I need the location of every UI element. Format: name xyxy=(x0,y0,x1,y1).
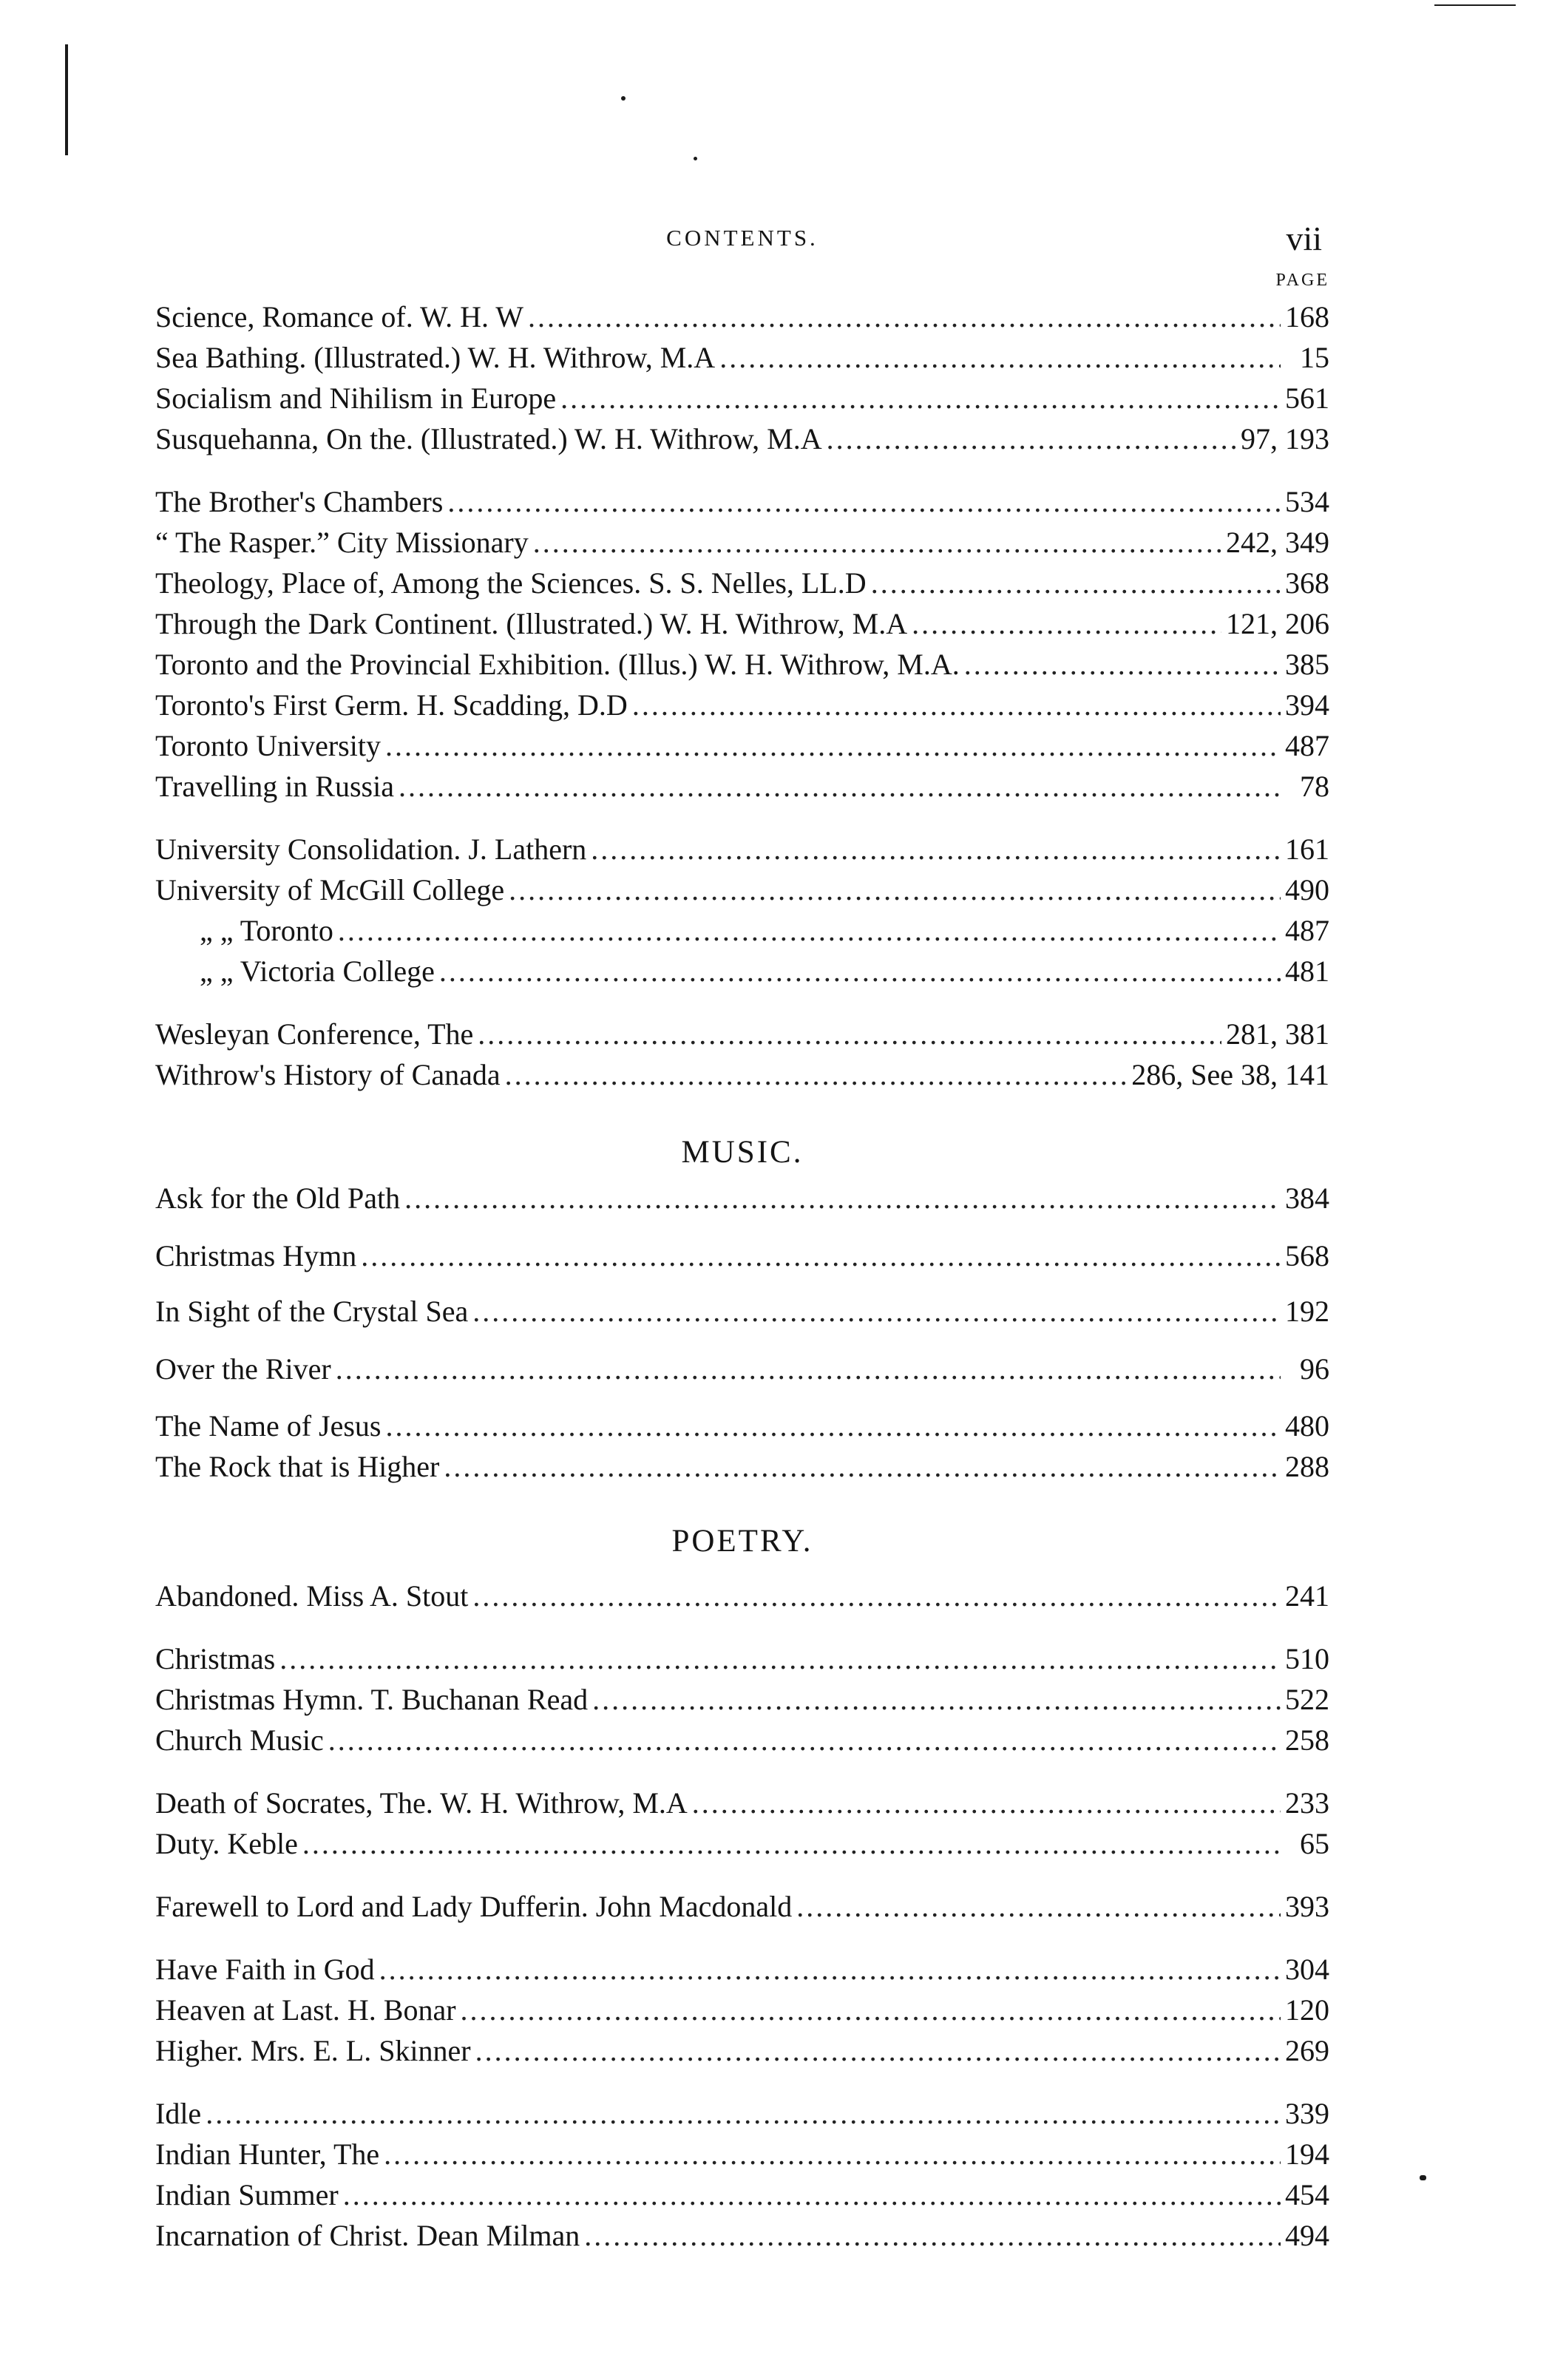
ink-speck xyxy=(694,157,697,160)
contents-entry xyxy=(155,1641,1329,1683)
entry-page: 233 xyxy=(1285,1786,1329,1820)
section-heading-music: MUSIC. xyxy=(681,1135,804,1170)
entry-title: University of McGill College xyxy=(155,873,505,906)
entry-title: Christmas xyxy=(155,1642,276,1675)
contents-entry xyxy=(155,954,1329,995)
contents-entry xyxy=(155,1826,1329,1868)
contents-entry xyxy=(155,1017,1329,1058)
entry-title: Higher. Mrs. E. L. Skinner xyxy=(155,2034,471,2067)
contents-entry xyxy=(155,1294,1329,1335)
entry-page: 288 xyxy=(1285,1450,1329,1483)
leader-dots xyxy=(461,1993,1281,2027)
leader-dots xyxy=(343,2177,1281,2212)
contents-entry xyxy=(155,872,1329,914)
leader-dots xyxy=(206,2096,1281,2131)
entry-title: Science, Romance of. W. H. W xyxy=(155,300,524,333)
entry-title: In Sight of the Crystal Sea xyxy=(155,1295,469,1328)
entry-title: Have Faith in God xyxy=(155,1953,375,1986)
leader-dots xyxy=(560,381,1281,416)
entry-title: Toronto and the Provincial Exhibition. (Illus.) W. H. Withrow, M.A. xyxy=(155,648,960,681)
leader-dots xyxy=(632,688,1281,722)
leader-dots xyxy=(912,606,1221,641)
entry-title: The Name of Jesus xyxy=(155,1409,382,1442)
entry-title: Christmas Hymn. T. Buchanan Read xyxy=(155,1683,589,1716)
leader-dots xyxy=(475,2033,1281,2068)
entry-page: 393 xyxy=(1285,1890,1329,1923)
top-edge-mark xyxy=(1434,4,1516,6)
leader-dots xyxy=(336,1352,1281,1386)
entry-page: 269 xyxy=(1285,2034,1329,2067)
entry-page: 242, 349 xyxy=(1226,526,1329,559)
leader-dots xyxy=(302,1826,1281,1861)
entry-page: 394 xyxy=(1285,688,1329,722)
entry-title: Toronto's First Germ. H. Scadding, D.D xyxy=(155,688,628,722)
leader-dots xyxy=(591,832,1281,867)
entry-page: 487 xyxy=(1285,914,1329,947)
contents-entry xyxy=(155,1682,1329,1723)
page-header xyxy=(155,219,1329,263)
entry-page: 168 xyxy=(1285,300,1329,333)
leader-dots xyxy=(472,1294,1281,1329)
leader-dots xyxy=(472,1579,1281,1613)
contents-entry xyxy=(155,566,1329,607)
contents-entry xyxy=(155,1057,1329,1099)
entry-page: 96 xyxy=(1300,1352,1329,1386)
contents-entry xyxy=(155,832,1329,873)
leader-dots xyxy=(692,1786,1281,1820)
entry-page: 568 xyxy=(1285,1239,1329,1272)
contents-entry xyxy=(155,299,1329,341)
entry-title: „ „ Toronto xyxy=(200,914,333,947)
entry-title: Heaven at Last. H. Bonar xyxy=(155,1993,456,2027)
contents-entry xyxy=(155,2218,1329,2259)
leader-dots xyxy=(584,2218,1281,2253)
entry-page: 487 xyxy=(1285,729,1329,762)
contents-entry xyxy=(155,484,1329,526)
contents-entry xyxy=(155,1408,1329,1450)
entry-title: Indian Hunter, The xyxy=(155,2137,380,2171)
leader-dots xyxy=(509,872,1281,907)
contents-entry xyxy=(155,647,1329,688)
entry-title: Toronto University xyxy=(155,729,381,762)
entry-title: Over the River xyxy=(155,1352,331,1386)
entry-page: 120 xyxy=(1285,1993,1329,2027)
entry-title: Travelling in Russia xyxy=(155,770,394,803)
leader-dots xyxy=(533,525,1221,560)
contents-entry xyxy=(155,1238,1329,1280)
entry-page: 121, 206 xyxy=(1226,607,1329,640)
entry-title: Socialism and Nihilism in Europe xyxy=(155,382,557,415)
section-heading-poetry: POETRY. xyxy=(671,1524,813,1559)
entry-page: 258 xyxy=(1285,1723,1329,1757)
entry-page: 368 xyxy=(1285,566,1329,600)
entry-page: 281, 381 xyxy=(1226,1017,1329,1051)
entry-page: 522 xyxy=(1285,1683,1329,1716)
leader-dots xyxy=(871,566,1281,600)
entry-title: Withrow's History of Canada xyxy=(155,1058,501,1091)
leader-dots xyxy=(379,1952,1281,1987)
leader-dots xyxy=(279,1641,1281,1676)
contents-entry xyxy=(155,913,1329,955)
entry-title: Christmas Hymn xyxy=(155,1239,357,1272)
leader-dots xyxy=(384,2137,1281,2172)
entry-page: 192 xyxy=(1285,1295,1329,1328)
contents-entry xyxy=(155,2096,1329,2137)
entry-title: Sea Bathing. (Illustrated.) W. H. Withrow, M.A xyxy=(155,341,716,374)
leader-dots xyxy=(964,647,1281,682)
entry-title: Theology, Place of, Among the Sciences. S. S. Nelles, LL.D xyxy=(155,566,867,600)
entry-page: 161 xyxy=(1285,833,1329,866)
leader-dots xyxy=(361,1238,1281,1273)
contents-entry xyxy=(155,1723,1329,1764)
entry-page: 561 xyxy=(1285,382,1329,415)
contents-entry xyxy=(155,2033,1329,2075)
entry-page: 534 xyxy=(1285,485,1329,518)
entry-title: Duty. Keble xyxy=(155,1827,298,1860)
contents-entry xyxy=(155,1952,1329,1993)
contents-entry xyxy=(155,1181,1329,1222)
entry-title: „ „ Victoria College xyxy=(200,955,435,988)
contents-entry xyxy=(155,2177,1329,2219)
entry-title: “ The Rasper.” City Missionary xyxy=(155,526,529,559)
contents-entry xyxy=(155,728,1329,770)
leader-dots xyxy=(439,954,1281,989)
entry-page: 490 xyxy=(1285,873,1329,906)
entry-title: Farewell to Lord and Lady Dufferin. John Macdonald xyxy=(155,1890,793,1923)
leader-dots xyxy=(404,1181,1281,1216)
leader-dots xyxy=(592,1682,1281,1717)
ink-speck xyxy=(1420,2175,1426,2180)
leader-dots xyxy=(338,913,1281,948)
entry-page: 97, 193 xyxy=(1241,422,1329,455)
contents-entry xyxy=(155,340,1329,382)
entry-title: Death of Socrates, The. W. H. Withrow, M.A xyxy=(155,1786,688,1820)
leader-dots xyxy=(528,299,1281,334)
entry-title: Abandoned. Miss A. Stout xyxy=(155,1579,469,1613)
leader-dots xyxy=(444,1449,1281,1484)
leader-dots xyxy=(505,1057,1128,1092)
entry-page: 385 xyxy=(1285,648,1329,681)
entry-page: 480 xyxy=(1285,1409,1329,1442)
leader-dots xyxy=(328,1723,1281,1757)
contents-entry xyxy=(155,606,1329,648)
entry-title: The Brother's Chambers xyxy=(155,485,444,518)
ink-speck xyxy=(621,96,626,101)
entry-page: 194 xyxy=(1285,2137,1329,2171)
contents-entry xyxy=(155,1579,1329,1620)
contents-entry xyxy=(155,769,1329,810)
entry-page: 15 xyxy=(1300,341,1329,374)
entry-title: The Rock that is Higher xyxy=(155,1450,440,1483)
entry-page: 78 xyxy=(1300,770,1329,803)
entry-page: 481 xyxy=(1285,955,1329,988)
contents-entry xyxy=(155,1449,1329,1491)
entry-page: 454 xyxy=(1285,2178,1329,2211)
leader-dots xyxy=(796,1889,1281,1924)
entry-title: Incarnation of Christ. Dean Milman xyxy=(155,2219,580,2252)
entry-title: Through the Dark Continent. (Illustrated.) W. H. Withrow, M.A xyxy=(155,607,908,640)
entry-page: 494 xyxy=(1285,2219,1329,2252)
leader-dots xyxy=(478,1017,1221,1051)
leader-dots xyxy=(827,421,1236,456)
entry-page: 65 xyxy=(1300,1827,1329,1860)
contents-entry xyxy=(155,1993,1329,2034)
leader-dots xyxy=(399,769,1281,804)
leader-dots xyxy=(447,484,1281,519)
entry-page: 510 xyxy=(1285,1642,1329,1675)
contents-entry xyxy=(155,2137,1329,2178)
entry-title: Ask for the Old Path xyxy=(155,1181,401,1215)
page-folio: vii xyxy=(1286,220,1322,257)
running-title: CONTENTS. xyxy=(666,225,818,251)
entry-title: Susquehanna, On the. (Illustrated.) W. H. Withrow, M.A xyxy=(155,422,822,455)
contents-entry xyxy=(155,525,1329,566)
entry-title: Church Music xyxy=(155,1723,324,1757)
entry-page: 304 xyxy=(1285,1953,1329,1986)
leader-dots xyxy=(385,1408,1281,1443)
contents-entry xyxy=(155,1352,1329,1393)
entry-page: 384 xyxy=(1285,1181,1329,1215)
entry-page: 286, See 38, 141 xyxy=(1131,1058,1329,1091)
contents-entry xyxy=(155,1889,1329,1930)
entry-title: University Consolidation. J. Lathern xyxy=(155,833,587,866)
margin-rule-mark xyxy=(65,44,68,155)
entry-title: Indian Summer xyxy=(155,2178,339,2211)
contents-entry xyxy=(155,1786,1329,1827)
page-column-label: PAGE xyxy=(1275,271,1329,290)
entry-page: 241 xyxy=(1285,1579,1329,1613)
leader-dots xyxy=(385,728,1281,763)
contents-entry xyxy=(155,421,1329,463)
contents-entry xyxy=(155,688,1329,729)
entry-page: 339 xyxy=(1285,2097,1329,2130)
leader-dots xyxy=(719,340,1281,375)
entry-title: Idle xyxy=(155,2097,202,2130)
entry-title: Wesleyan Conference, The xyxy=(155,1017,474,1051)
contents-entry xyxy=(155,381,1329,422)
